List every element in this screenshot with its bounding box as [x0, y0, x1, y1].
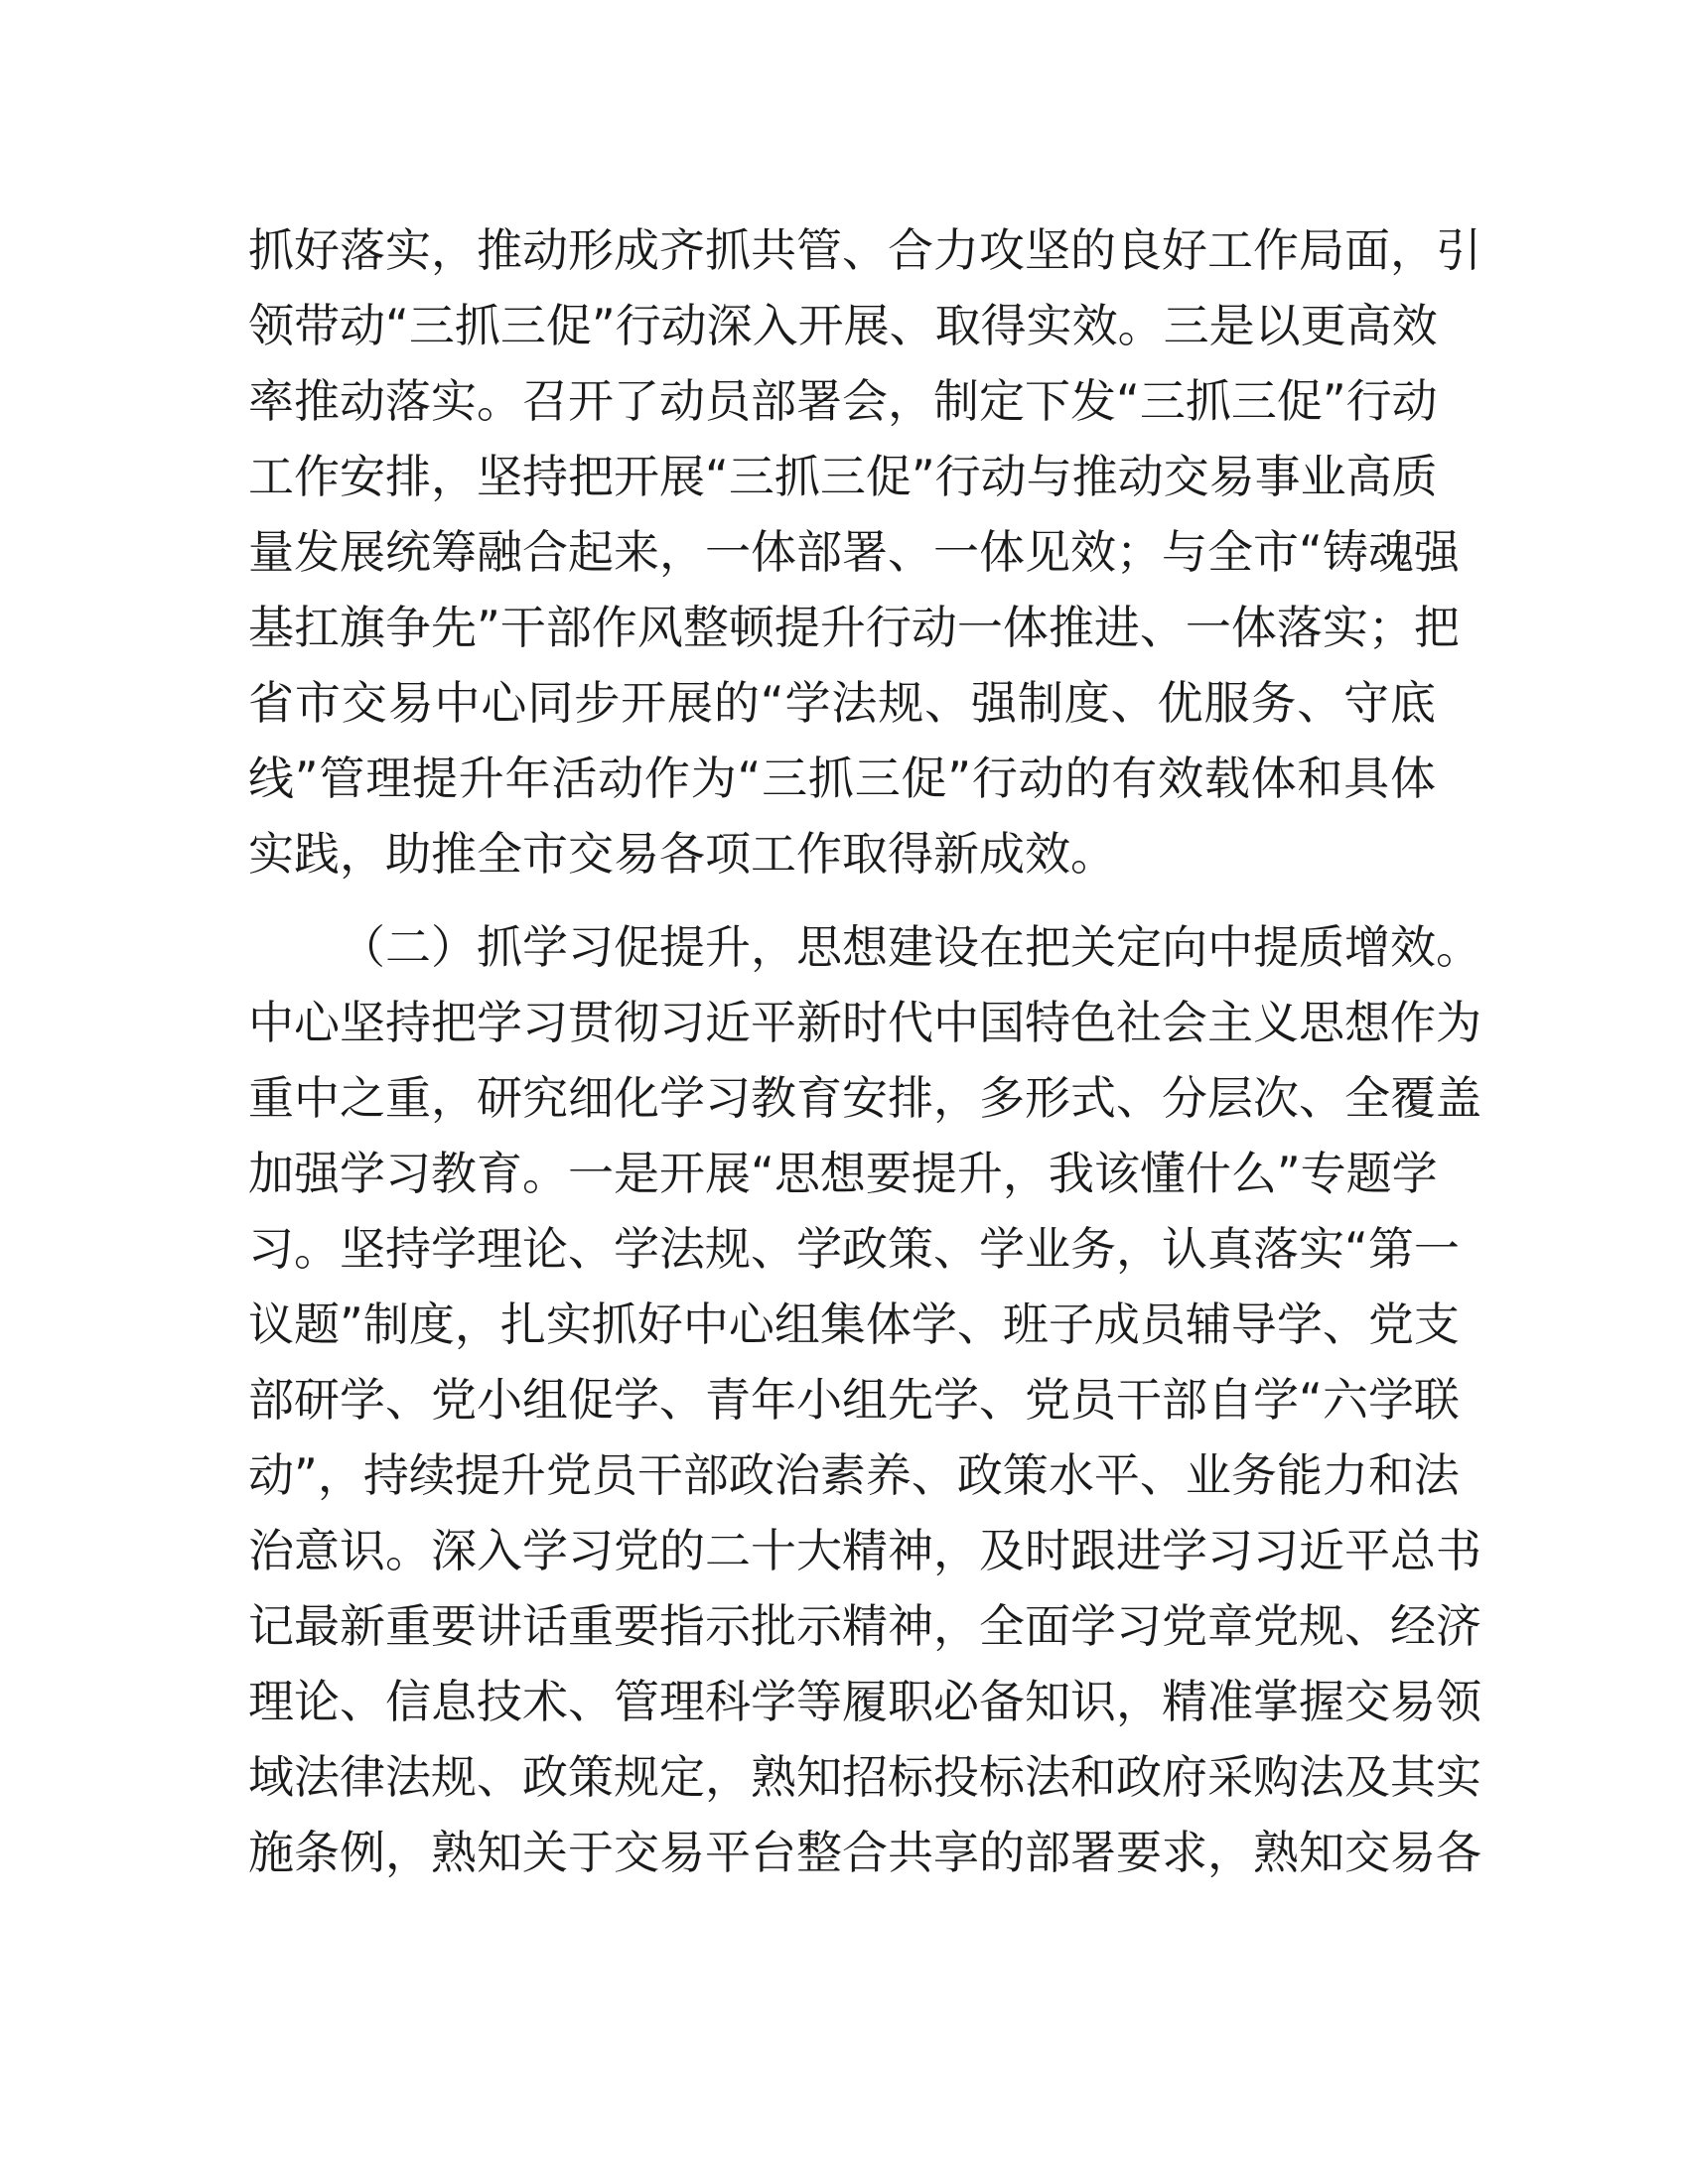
- text-line: 动”，持续提升党员干部政治素养、政策水平、业务能力和法: [248, 1448, 1460, 1502]
- text-line: 部研学、党小组促学、青年小组先学、党员干部自学“六学联: [248, 1373, 1460, 1427]
- text-line: 省市交易中心同步开展的“学法规、强制度、优服务、守底: [248, 676, 1436, 730]
- text-line: 线”管理提升年活动作为“三抓三促”行动的有效载体和具体: [248, 751, 1436, 805]
- text-line: 重中之重，研究细化学习教育安排，多形式、分层次、全覆盖: [248, 1071, 1481, 1125]
- text-line: 理论、信息技术、管理科学等履职必备知识，精准掌握交易领: [248, 1675, 1481, 1728]
- text-line: 施条例，熟知关于交易平台整合共享的部署要求，熟知交易各: [248, 1826, 1481, 1879]
- text-line: 工作安排，坚持把开展“三抓三促”行动与推动交易事业高质: [248, 450, 1438, 503]
- paragraph-continuation: [248, 212, 1481, 891]
- text-line: 中心坚持把学习贯彻习近平新时代中国特色社会主义思想作为: [248, 996, 1481, 1049]
- text-line: 实践，助推全市交易各项工作取得新成效。: [248, 827, 1116, 881]
- text-line: 量发展统筹融合起来，一体部署、一体见效；与全市“铸魂强: [248, 525, 1460, 579]
- text-line: 抓好落实，推动形成齐抓共管、合力攻坚的良好工作局面，引: [248, 223, 1481, 277]
- text-line: 领带动“三抓三促”行动深入开展、取得实效。三是以更高效: [248, 299, 1438, 352]
- text-line: 基扛旗争先”干部作风整顿提升行动一体推进、一体落实；把: [248, 601, 1460, 654]
- text-line: 习。坚持学理论、学法规、学政策、学业务，认真落实“第一: [248, 1222, 1460, 1276]
- paragraph-section-two: [248, 909, 1481, 1890]
- section-heading-line: （二）抓学习促提升，思想建设在把关定向中提质增效。: [340, 920, 1481, 974]
- text-line: 加强学习教育。一是开展“思想要提升，我该懂什么”专题学: [248, 1147, 1438, 1200]
- text-line: 域法律法规、政策规定，熟知招标投标法和政府采购法及其实: [248, 1750, 1481, 1804]
- text-line: 议题”制度，扎实抓好中心组集体学、班子成员辅导学、党支: [248, 1297, 1460, 1351]
- text-line: 率推动落实。召开了动员部署会，制定下发“三抓三促”行动: [248, 374, 1438, 428]
- text-line: 记最新重要讲话重要指示批示精神，全面学习党章党规、经济: [248, 1599, 1481, 1653]
- text-line: 治意识。深入学习党的二十大精神，及时跟进学习习近平总书: [248, 1524, 1481, 1577]
